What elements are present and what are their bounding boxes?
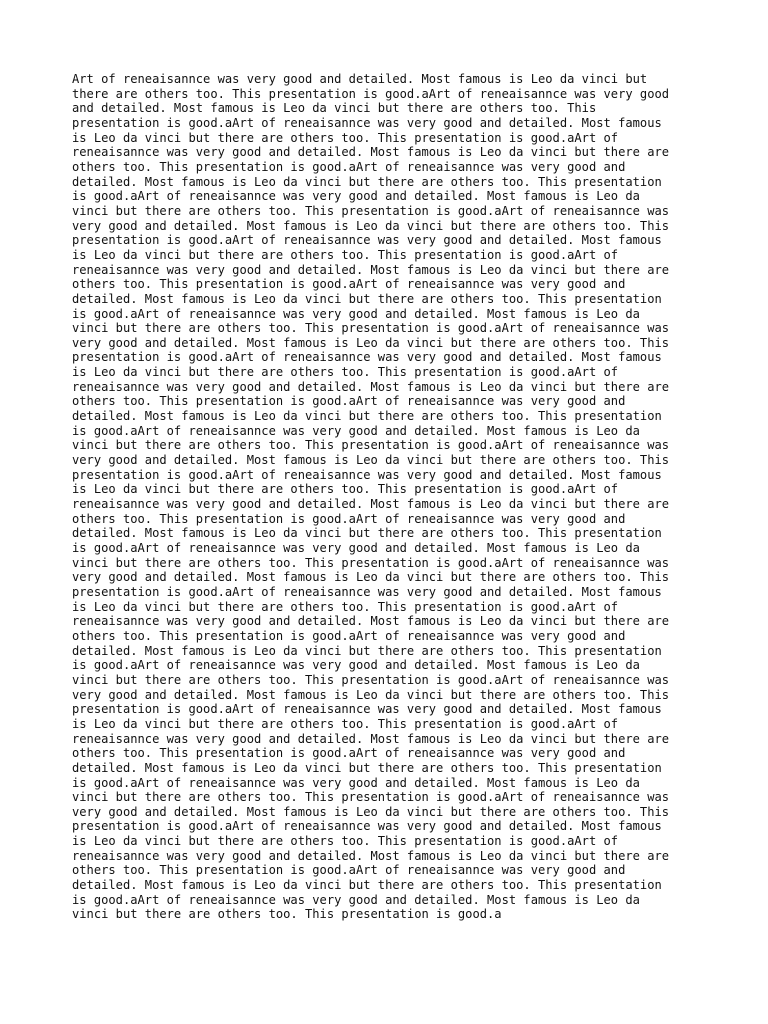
text-line: reneaisannce was very good and detailed. Most famous is Leo da vinci but there are [72, 145, 670, 160]
text-line: detailed. Most famous is Leo da vinci but there are others too. This presentation [72, 878, 662, 893]
text-line: is good.aArt of reneaisannce was very good and detailed. Most famous is Leo da [72, 541, 640, 555]
text-line: reneaisannce was very good and detailed. Most famous is Leo da vinci but there are [72, 848, 670, 863]
text-line: vinci but there are others too. This presentation is good.aArt of reneaisannce was [72, 790, 670, 805]
text-line: very good and detailed. Most famous is Leo da vinci but there are others too. This [72, 453, 670, 468]
text-line: is Leo da vinci but there are others too. This presentation is good.aArt of [72, 247, 619, 262]
text-line: vinci but there are others too. This presentation is good.aArt of reneaisannce was [72, 438, 670, 453]
text-line: detailed. Most famous is Leo da vinci but there are others too. This presentation [72, 760, 662, 775]
text-line: presentation is good.aArt of reneaisannce was very good and detailed. Most famous [72, 233, 662, 248]
text-line: very good and detailed. Most famous is Leo da vinci but there are others too. This [72, 218, 670, 233]
text-line: reneaisannce was very good and detailed. Most famous is Leo da vinci but there are [72, 614, 670, 629]
text-line: is good.aArt of reneaisannce was very good and detailed. Most famous is Leo da [72, 658, 640, 673]
text-line: is Leo da vinci but there are others too. This presentation is good.aArt of [72, 130, 619, 145]
text-line: presentation is good.aArt of reneaisannce was very good and detailed. Most famous [72, 702, 662, 717]
text-line: very good and detailed. Most famous is Leo da vinci but there are others too. This [72, 570, 670, 585]
text-line: Art of reneaisannce was very good and detailed. Most famous is Leo da vinci but [72, 72, 648, 86]
text-line: vinci but there are others too. This presentation is good.aArt of reneaisannce was [72, 672, 670, 687]
text-line: vinci but there are others too. This presentation is good.a [72, 907, 502, 922]
text-line: is Leo da vinci but there are others too. This presentation is good.aArt of [72, 834, 619, 849]
text-line: is good.aArt of reneaisannce was very good and detailed. Most famous is Leo da [72, 306, 640, 321]
text-line: detailed. Most famous is Leo da vinci but there are others too. This presentation [72, 409, 662, 424]
text-line: detailed. Most famous is Leo da vinci but there are others too. This presentation [72, 174, 662, 189]
text-line: vinci but there are others too. This presentation is good.aArt of reneaisannce was [72, 555, 670, 570]
text-line: is Leo da vinci but there are others too. This presentation is good.aArt of [72, 599, 619, 614]
text-line: others too. This presentation is good.aArt of reneaisannce was very good and [72, 159, 626, 174]
text-line: is good.aArt of reneaisannce was very good and detailed. Most famous is Leo da [72, 775, 640, 790]
text-line: detailed. Most famous is Leo da vinci but there are others too. This presentation [72, 291, 662, 306]
text-line: presentation is good.aArt of reneaisannce was very good and detailed. Most famous [72, 819, 662, 834]
text-line: is good.aArt of reneaisannce was very good and detailed. Most famous is Leo da [72, 892, 640, 907]
text-line: very good and detailed. Most famous is Leo da vinci but there are others too. This [72, 335, 670, 350]
text-line: reneaisannce was very good and detailed. Most famous is Leo da vinci but there are [72, 379, 670, 394]
text-line: and detailed. Most famous is Leo da vinci but there are others too. This [72, 101, 597, 116]
text-line: others too. This presentation is good.aArt of reneaisannce was very good and [72, 511, 626, 526]
text-line: very good and detailed. Most famous is Leo da vinci but there are others too. This [72, 687, 670, 702]
text-line: is Leo da vinci but there are others too. This presentation is good.aArt of [72, 365, 619, 380]
text-line: detailed. Most famous is Leo da vinci but there are others too. This presentation [72, 526, 662, 541]
text-line: others too. This presentation is good.aArt of reneaisannce was very good and [72, 277, 626, 292]
text-line: detailed. Most famous is Leo da vinci but there are others too. This presentation [72, 643, 662, 658]
text-line: is good.aArt of reneaisannce was very good and detailed. Most famous is Leo da [72, 189, 640, 204]
text-line: reneaisannce was very good and detailed. Most famous is Leo da vinci but there are [72, 731, 670, 746]
text-line: vinci but there are others too. This presentation is good.aArt of reneaisannce was [72, 203, 670, 218]
text-line: others too. This presentation is good.aArt of reneaisannce was very good and [72, 863, 626, 878]
text-line: others too. This presentation is good.aArt of reneaisannce was very good and [72, 394, 626, 409]
text-line: presentation is good.aArt of reneaisannce was very good and detailed. Most famous [72, 467, 662, 482]
document-body-text [72, 72, 702, 922]
text-line: vinci but there are others too. This presentation is good.aArt of reneaisannce was [72, 321, 670, 336]
text-line: presentation is good.aArt of reneaisannce was very good and detailed. Most famous [72, 350, 662, 365]
text-line: is good.aArt of reneaisannce was very good and detailed. Most famous is Leo da [72, 423, 640, 438]
text-line: others too. This presentation is good.aArt of reneaisannce was very good and [72, 746, 626, 761]
text-line: there are others too. This presentation is good.aArt of reneaisannce was very good [72, 86, 670, 101]
text-line: reneaisannce was very good and detailed. Most famous is Leo da vinci but there are [72, 262, 670, 277]
text-line: presentation is good.aArt of reneaisannce was very good and detailed. Most famous [72, 584, 662, 599]
text-line: presentation is good.aArt of reneaisannce was very good and detailed. Most famous [72, 115, 662, 130]
text-line: is Leo da vinci but there are others too. This presentation is good.aArt of [72, 482, 619, 497]
text-line: others too. This presentation is good.aArt of reneaisannce was very good and [72, 628, 626, 643]
text-line: reneaisannce was very good and detailed. Most famous is Leo da vinci but there are [72, 497, 670, 512]
text-line: very good and detailed. Most famous is Leo da vinci but there are others too. This [72, 804, 670, 819]
text-line: is Leo da vinci but there are others too. This presentation is good.aArt of [72, 716, 619, 731]
